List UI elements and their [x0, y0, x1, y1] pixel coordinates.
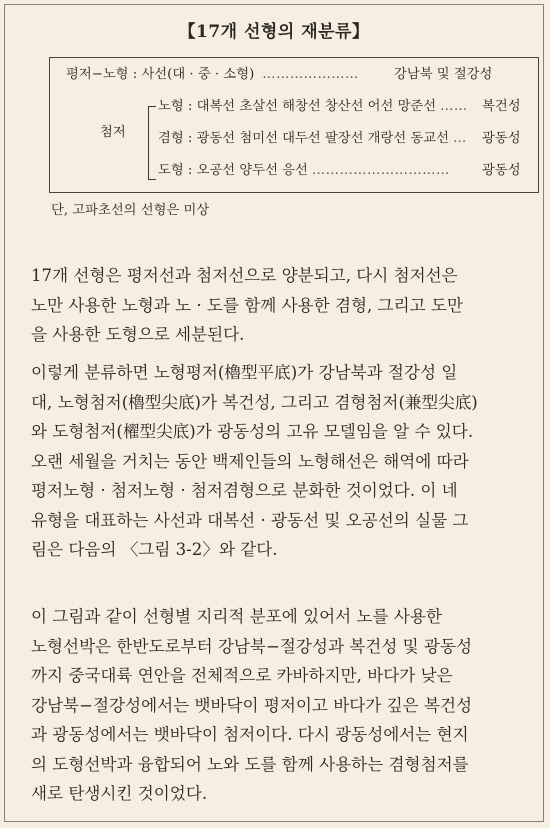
- row-label: 평저−노형 : 사선(대 · 중 · 소형): [66, 67, 255, 82]
- paragraph-1: [31, 261, 543, 350]
- text-line: 이렇게 분류하면 노형평저(櫓型平底)가 강남북과 절강성 일: [31, 363, 458, 382]
- row-label: 노형 : 대복선 초살선 해창선 창산선 어선 망준선: [158, 99, 437, 114]
- leader-dots: …………………: [262, 67, 359, 82]
- text-line: 림은 다음의 〈그림 3-2〉와 같다.: [31, 540, 278, 559]
- text-line: 와 도형첨저(櫂型尖底)가 광동성의 고유 모델임을 알 수 있다.: [31, 422, 474, 441]
- text-line: 강남북−절강성에서는 뱃바닥이 평저이고 바다가 깊은 복건성: [31, 695, 473, 715]
- classification-table: [49, 57, 539, 193]
- book-page: [4, 4, 544, 822]
- row-label: 겸형 : 광동선 첨미선 대두선 팔장선 개랑선 동교선: [158, 131, 449, 146]
- row-region: 광동성: [482, 131, 521, 146]
- row-region: 복건성: [482, 99, 521, 114]
- text-line: 의 도형선박과 융합되어 노와 도를 함께 사용하는 겸형첨저를: [31, 754, 469, 774]
- row-region: 강남북 및 절강성: [394, 67, 493, 82]
- text-line: 17개 선형은 평저선과 첨저선으로 양분되고, 다시 첨저선은: [31, 266, 458, 285]
- leader-dots: …: [452, 131, 467, 146]
- row-region: 광동성: [482, 163, 521, 178]
- row-label: 도형 : 오공선 양두선 응선: [158, 163, 308, 178]
- text-line: 과 광동성에서는 뱃바닥이 첨저이다. 다시 광동성에서는 현지: [31, 725, 469, 744]
- table-footnote: 단, 고파초선의 선형은 미상: [51, 203, 210, 218]
- text-line: 오랜 세월을 거치는 동안 백제인들의 노형해선은 해역에 따라: [31, 451, 469, 471]
- text-line: 새로 탄생시킨 것이었다.: [31, 784, 208, 803]
- paragraph-2: [31, 358, 543, 565]
- text-line: 노형선박은 한반도로부터 강남북−절강성과 복건성 및 광동성: [31, 636, 473, 656]
- section-title: 【17개 선형의 재분류】: [178, 22, 370, 42]
- table-row-rudder-type: [158, 162, 450, 180]
- text-line: 이 그림과 같이 선형별 지리적 분포에 있어서 노를 사용한: [31, 607, 442, 626]
- table-row-combined-type: [158, 130, 467, 148]
- pointed-bottom-group-label: 첨저: [100, 125, 126, 140]
- group-bracket: [148, 106, 156, 180]
- text-line: 유형을 대표하는 사선과 대복선 · 광동선 및 오공선의 실물 그: [31, 510, 469, 530]
- text-line: 까지 중국대륙 연안을 전체적으로 카바하지만, 바다가 낮은: [31, 666, 453, 685]
- leader-dots: ……: [440, 99, 468, 114]
- text-line: 대, 노형첨저(櫓型尖底)가 복건성, 그리고 겸형첨저(兼型尖底): [31, 392, 478, 412]
- paragraph-3: [31, 602, 543, 809]
- leader-dots: …………………………: [311, 163, 450, 178]
- text-line: 평저노형 · 첨저노형 · 첨저겸형으로 분화한 것이었다. 이 네: [31, 481, 458, 500]
- table-row-flat-bottom: [66, 66, 359, 84]
- text-line: 을 사용한 도형으로 세분된다.: [31, 325, 245, 344]
- text-line: 노만 사용한 노형과 노 · 도를 함께 사용한 겸형, 그리고 도만: [31, 295, 463, 315]
- table-row-oar-type: [158, 98, 468, 116]
